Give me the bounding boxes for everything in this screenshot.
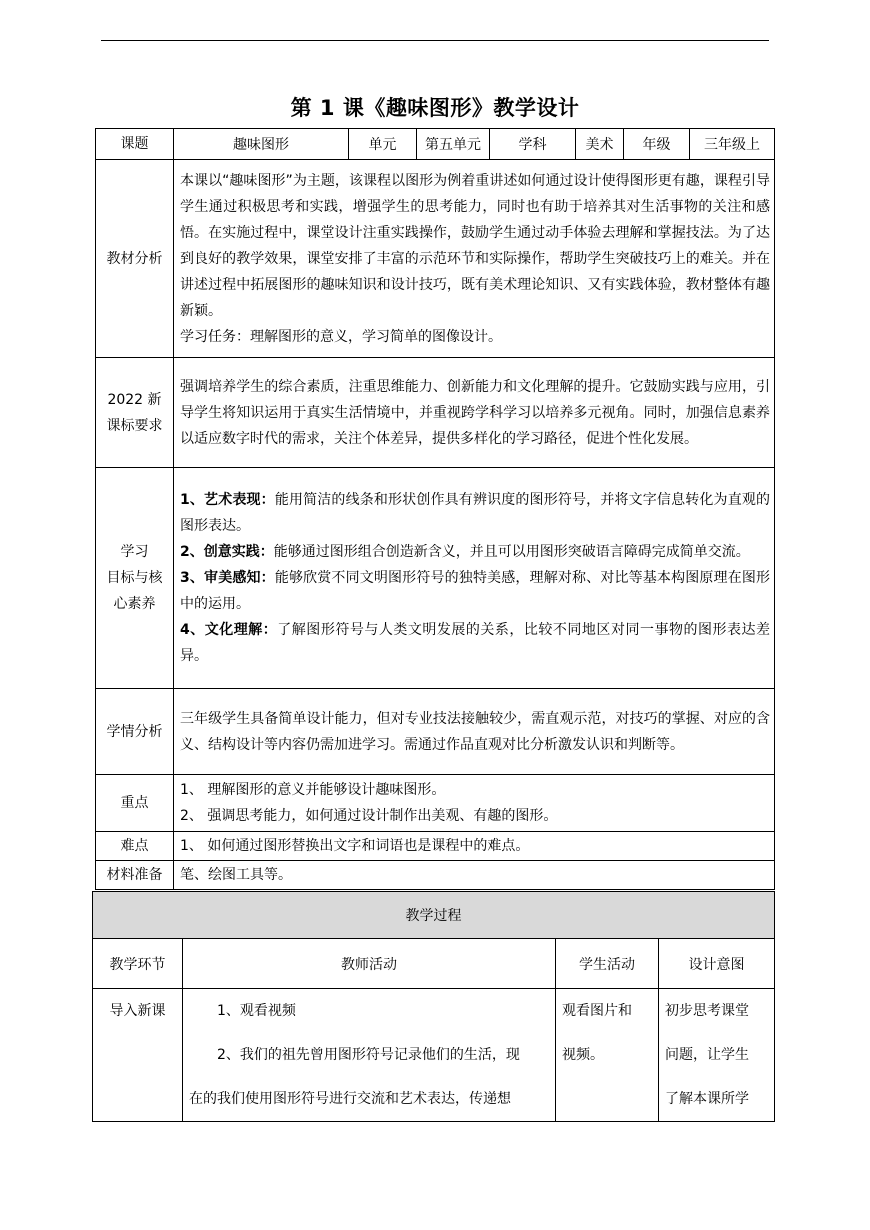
student-line: 观看图片和 <box>562 1003 632 1019</box>
header-rule <box>101 40 769 41</box>
standard-label-line: 课标要求 <box>106 417 163 434</box>
key-points-row <box>96 775 775 832</box>
standard-row <box>96 358 775 468</box>
key-points-label: 重点 <box>96 775 174 832</box>
goals-label-line: 学习 <box>120 544 149 560</box>
materials-content: 笔、绘图工具等。 <box>174 861 775 890</box>
subject-value: 美术 <box>576 129 624 160</box>
difficulties-label: 难点 <box>96 832 174 861</box>
standard-label <box>96 358 174 468</box>
learning-task: 学习任务：理解图形的意义，学习简单的图像设计。 <box>180 328 502 345</box>
textbook-paragraph: 本课以“趣味图形”为主题，该课程以图形为例着重讲述如何通过设计使得图形更有趣，课程引导学生通过积极思考和实践，增强学生的思考能力，同时也有助于培养其对生活事物的关注和感悟。在实施过程中，课堂设计注重实践操作，鼓励学生通过动手体验去理解和掌握技法。为了达到良好的教学效果，课堂安排了丰富的示范环节和实际操作，帮助学生突破技巧上的难关。并在讲述过程中拓展图形的趣味知识和设计技巧，既有美术理论知识、又有实践体验，教材整体有趣新颖。 <box>180 172 770 319</box>
textbook-label: 教材分析 <box>96 160 174 358</box>
topic-value: 趣味图形 <box>174 129 349 160</box>
learners-row <box>96 689 775 775</box>
goals-label-line: 心素养 <box>113 596 156 612</box>
grade-label: 年级 <box>624 129 690 160</box>
process-title-row <box>93 892 775 939</box>
document-title: 第 1 课《趣味图形》教学设计 <box>290 96 580 120</box>
process-title: 教学过程 <box>93 892 775 939</box>
lesson-info-table <box>95 128 775 890</box>
teacher-cell <box>183 989 556 1122</box>
grade-value: 三年级上 <box>690 129 775 160</box>
key-points-content <box>174 775 775 832</box>
goal-head: 4、文化理解： <box>180 622 278 638</box>
column-stage: 教学环节 <box>93 939 183 989</box>
subject-label: 学科 <box>490 129 576 160</box>
process-row <box>93 989 775 1122</box>
intent-cell <box>659 989 775 1122</box>
topic-label: 课题 <box>96 129 174 160</box>
goals-label-line: 目标与核 <box>106 570 163 586</box>
teacher-line: 在的我们使用图形符号进行交流和艺术表达，传递想 <box>189 1091 511 1107</box>
intent-line: 了解本课所学 <box>665 1091 749 1107</box>
difficulties-content: 1、 如何通过图形替换出文字和词语也是课程中的难点。 <box>174 832 775 861</box>
column-intent: 设计意图 <box>659 939 775 989</box>
goal-item <box>180 565 770 617</box>
process-columns-row <box>93 939 775 989</box>
goal-text: 能够欣赏不同文明图形符号的独特美感，理解对称、对比等基本构图原理在图形中的运用。 <box>180 570 770 612</box>
goal-item <box>180 539 770 565</box>
teacher-line: 2、我们的祖先曾用图形符号记录他们的生活，现 <box>217 1047 520 1063</box>
goal-item <box>180 487 770 539</box>
goal-text: 能用简洁的线条和形状创作具有辨识度的图形符号，并将文字信息转化为直观的图形表达。 <box>180 492 770 534</box>
learners-label: 学情分析 <box>96 689 174 775</box>
textbook-row <box>96 160 775 358</box>
unit-value: 第五单元 <box>417 129 490 160</box>
column-student: 学生活动 <box>556 939 659 989</box>
goals-content <box>174 468 775 689</box>
header-row <box>96 129 775 160</box>
standard-label-line: 2022 新 <box>107 391 162 408</box>
goal-head: 2、创意实践： <box>180 544 274 560</box>
goals-row <box>96 468 775 689</box>
goal-text: 了解图形符号与人类文明发展的关系，比较不同地区对同一事物的图形表达差异。 <box>180 622 771 664</box>
goal-item <box>180 617 770 669</box>
student-cell <box>556 989 659 1122</box>
difficulties-row <box>96 832 775 861</box>
stage-cell: 导入新课 <box>93 989 183 1122</box>
goal-text: 能够通过图形组合创造新含义，并且可以用图形突破语言障碍完成简单交流。 <box>273 544 750 560</box>
teacher-line: 1、观看视频 <box>217 1003 296 1019</box>
intent-line: 问题，让学生 <box>665 1047 749 1063</box>
standard-content: 强调培养学生的综合素质，注重思维能力、创新能力和文化理解的提升。它鼓励实践与应用，引导学生将知识运用于真实生活情境中，并重视跨学科学习以培养多元视角。同时，加强信息素养以适应数字时代的需求，关注个体差异，提供多样化的学习路径，促进个性化发展。 <box>174 358 775 468</box>
intent-line: 初步思考课堂 <box>665 1003 749 1019</box>
goals-label <box>96 468 174 689</box>
student-line: 视频。 <box>562 1047 604 1063</box>
teaching-process-table <box>92 891 775 1122</box>
key-point-item: 2、 强调思考能力，如何通过设计制作出美观、有趣的图形。 <box>180 808 558 824</box>
materials-row <box>96 861 775 890</box>
learners-content: 三年级学生具备简单设计能力，但对专业技法接触较少，需直观示范，对技巧的掌握、对应的含义、结构设计等内容仍需加进学习。需通过作品直观对比分析激发认识和判断等。 <box>174 689 775 775</box>
goal-head: 1、艺术表现： <box>180 492 275 508</box>
unit-label: 单元 <box>349 129 417 160</box>
goal-head: 3、审美感知： <box>180 570 275 586</box>
materials-label: 材料准备 <box>96 861 174 890</box>
key-point-item: 1、 理解图形的意义并能够设计趣味图形。 <box>180 782 446 798</box>
column-teacher: 教师活动 <box>183 939 556 989</box>
textbook-content <box>174 160 775 358</box>
